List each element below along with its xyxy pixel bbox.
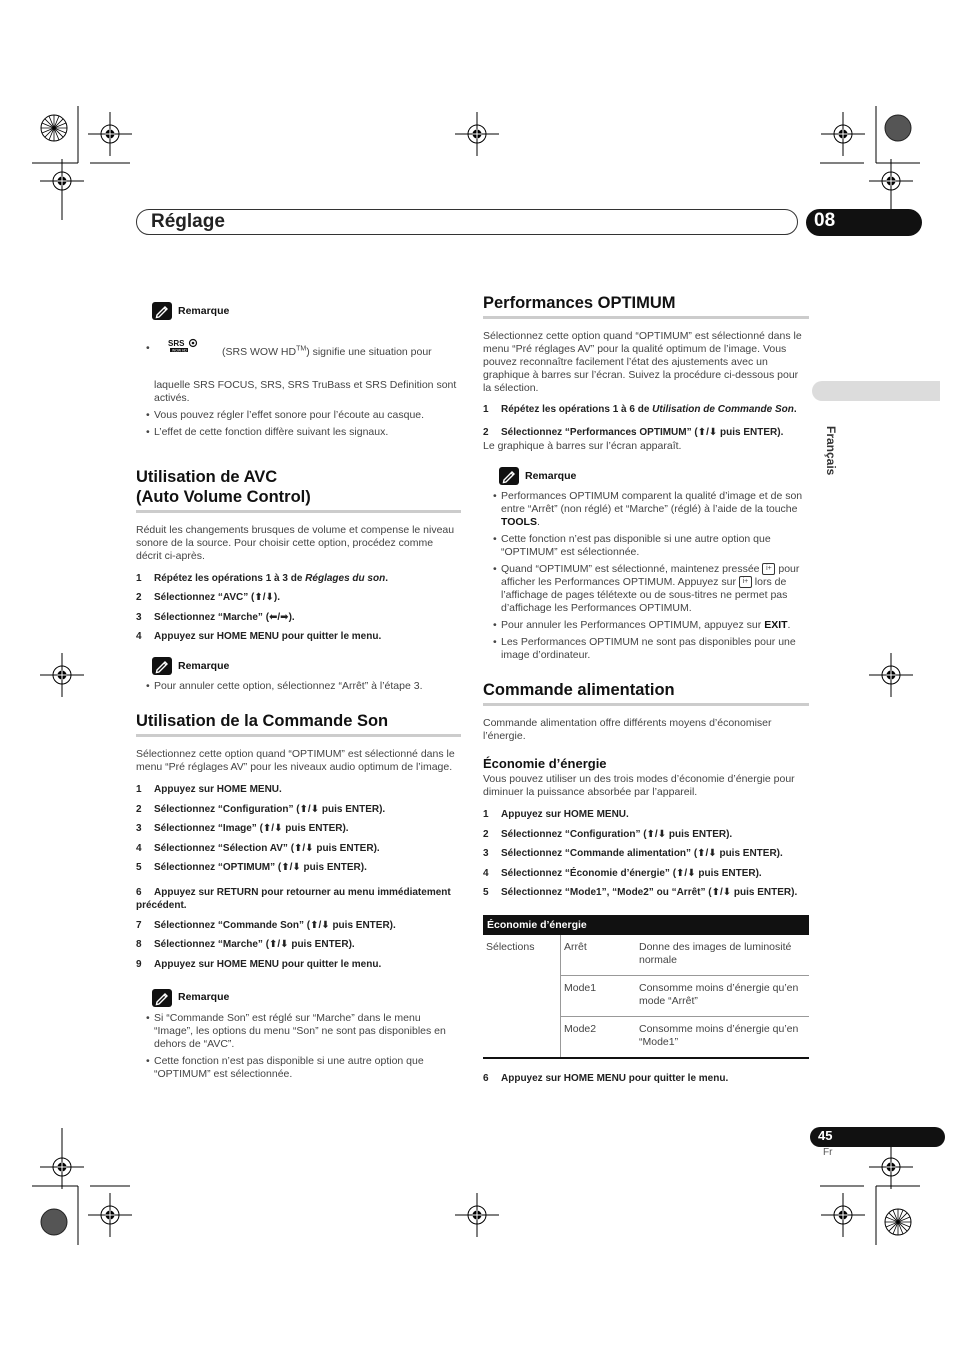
srs-text-2: ) signifie une situation pour	[306, 345, 432, 358]
note-header	[152, 989, 461, 1007]
commande-alimentation-intro: Commande alimentation offre différents moyens d’économiser l’énergie.	[483, 717, 772, 742]
avc-step: 1 Répétez les opérations 1 à 3 de Réglages du son.	[136, 572, 388, 584]
note-header	[152, 302, 461, 320]
chapter-number: 08	[806, 209, 922, 236]
avc-step: 2 Sélectionnez “AVC” (⬆/⬇).	[136, 592, 281, 603]
economie-heading: Économie d’énergie	[483, 756, 607, 771]
son-step: 8 Sélectionnez “Marche” (⬆/⬇ puis ENTER).	[136, 939, 355, 950]
commande-son-intro: Sélectionnez cette option quand “OPTIMUM” est sélectionné dans le menu “Pré réglages AV” pour les niveaux audio optimum de l’image.	[136, 748, 455, 773]
avc-intro: Réduit les changements brusques de volume et compense le niveau sonore de la source. Pour choisir cette option, procédez comme décrit ci-après.	[136, 523, 455, 562]
note-bullet: • Cette fonction n’est pas disponible si une autre option que “OPTIMUM” est sélectionnée.	[501, 533, 809, 559]
commande-alimentation-heading: Commande alimentation	[483, 680, 809, 706]
son-step: 4 Sélectionnez “Sélection AV” (⬆/⬇ puis ENTER).	[136, 842, 380, 854]
table-cell-desc: Consomme moins d’énergie qu’en “Mode1”	[636, 1017, 809, 1059]
note-pencil-icon	[152, 302, 172, 320]
note-bullet: • Pour annuler les Performances OPTIMUM, appuyez sur EXIT.	[501, 619, 809, 632]
note-pencil-icon	[152, 989, 172, 1007]
svg-text:SRS: SRS	[168, 339, 185, 348]
srs-tm: TM	[296, 345, 307, 352]
table-cell-mode: Mode2	[561, 1017, 637, 1059]
avc-heading-line1: Utilisation de AVC	[136, 467, 278, 486]
commande-son-heading: Utilisation de la Commande Son	[136, 711, 461, 737]
table-cell-desc: Donne des images de luminosité normale	[636, 935, 809, 976]
perf-step: 1 Répétez les opérations 1 à 6 de Utilisation de Commande Son.	[483, 404, 797, 415]
note-bullet: • Les Performances OPTIMUM ne sont pas disponibles pour une image d’ordinateur.	[501, 636, 809, 662]
note-label: Remarque	[178, 659, 230, 672]
performances-heading: Performances OPTIMUM	[483, 293, 809, 319]
economie-intro: Vous pouvez utiliser un des trois modes d’économie d’énergie pour diminuer la puissance absorbée par l’appareil.	[483, 773, 795, 798]
avc-step: 4 Appuyez sur HOME MENU pour quitter le menu.	[136, 631, 382, 642]
section-header	[136, 209, 798, 235]
note-pencil-icon	[499, 467, 519, 485]
srs-bullet: • SRS WOW HD (SRS WOW HD™) signifie une situation pour	[146, 339, 432, 358]
left-column	[136, 300, 461, 1085]
perf-step-note: Le graphique à barres sur l’écran apparaît.	[483, 440, 682, 452]
table-row	[483, 976, 809, 1017]
note-header	[499, 467, 809, 485]
note-bullet: • L’effet de cette fonction diffère suivant les signaux.	[154, 426, 461, 439]
srs-continuation: laquelle SRS FOCUS, SRS, SRS TruBass et SRS Definition sont activés.	[154, 378, 457, 404]
info-button-icon: i+	[739, 576, 752, 588]
son-step: 6 Appuyez sur RETURN pour retourner au menu immédiatement précédent.	[136, 887, 451, 911]
perf-step: 2 Sélectionnez “Performances OPTIMUM” (⬆/⬇ puis ENTER).	[483, 427, 784, 438]
section-title: Réglage	[151, 211, 225, 232]
srs-text: (SRS WOW HD	[222, 345, 297, 358]
power-step: 5 Sélectionnez “Mode1”, “Mode2” ou “Arrêt” (⬆/⬇ puis ENTER).	[483, 887, 798, 898]
note-bullet: • Performances OPTIMUM comparent la qualité d’image et de son entre “Arrêt” (non réglé) et “Marche” (réglé) à l’aide de la touche TOOLS.	[501, 490, 809, 529]
power-step: 3 Sélectionnez “Commande alimentation” (⬆/⬇ puis ENTER).	[483, 848, 783, 859]
language-tab	[812, 381, 940, 401]
son-step: 9 Appuyez sur HOME MENU pour quitter le menu.	[136, 958, 382, 970]
table-cell-mode: Arrêt	[561, 935, 637, 976]
srs-logo-icon	[168, 338, 206, 354]
language-label: Français	[824, 426, 838, 476]
table-row	[483, 935, 809, 976]
note-header	[152, 657, 461, 675]
table-row-label: Sélections	[486, 941, 535, 953]
page-language-code: Fr	[823, 1147, 833, 1158]
note-label: Remarque	[525, 469, 577, 482]
note-bullet: • Cette fonction n’est pas disponible si une autre option que “OPTIMUM” est sélectionnée.	[154, 1055, 461, 1081]
avc-heading	[136, 467, 461, 513]
info-button-icon: i+	[762, 563, 775, 575]
avc-heading-line2: (Auto Volume Control)	[136, 487, 311, 506]
son-step: 5 Sélectionnez “OPTIMUM” (⬆/⬇ puis ENTER).	[136, 862, 367, 873]
svg-text:WOW HD: WOW HD	[172, 348, 187, 353]
note-pencil-icon	[152, 657, 172, 675]
note-bullet: • Quand “OPTIMUM” est sélectionné, maintenez pressée i+ pour afficher les Performances OPTIMUM. Appuyez sur i+ lors de l’affichage de pages télétexte ou de sous-titres ne permet pas d’affichage les Performances OPTIMUM.	[501, 563, 809, 615]
power-step: 2 Sélectionnez “Configuration” (⬆/⬇ puis ENTER).	[483, 828, 733, 840]
avc-step: 3 Sélectionnez “Marche” (⬅/➡).	[136, 611, 295, 623]
note-label: Remarque	[178, 304, 230, 317]
table-header: Économie d’énergie	[483, 915, 809, 935]
power-step: 4 Sélectionnez “Économie d’énergie” (⬆/⬇ puis ENTER).	[483, 867, 762, 879]
note-bullet: • Pour annuler cette option, sélectionnez “Arrêt” à l’étape 3.	[154, 680, 461, 693]
economie-table	[483, 915, 809, 1059]
note-bullet: • Si “Commande Son” est réglé sur “Marche” dans le menu “Image”, les options du menu “Son” ne sont pas disponibles en dehors de “AVC”.	[154, 1012, 461, 1051]
table-cell-desc: Consomme moins d’énergie qu’en mode “Arrêt”	[636, 976, 809, 1017]
performances-intro: Sélectionnez cette option quand “OPTIMUM” est sélectionné dans le menu “Pré réglages AV” pour la qualité optimum de l’image. Vous pouvez reconnaître facilement l’état des ajustements avec un graphique à barres sur l’écran. Suivez la procédure ci-dessous pour la sélection.	[483, 330, 802, 394]
power-step: 6 Appuyez sur HOME MENU pour quitter le menu.	[483, 1073, 729, 1084]
table-cell-mode: Mode1	[561, 976, 637, 1017]
son-step: 1 Appuyez sur HOME MENU.	[136, 784, 282, 795]
son-step: 3 Sélectionnez “Image” (⬆/⬇ puis ENTER).	[136, 823, 349, 834]
right-column	[483, 293, 809, 1092]
page-number: 45	[810, 1127, 945, 1147]
son-step: 2 Sélectionnez “Configuration” (⬆/⬇ puis ENTER).	[136, 803, 386, 815]
note-bullet: • Vous pouvez régler l’effet sonore pour l’écoute au casque.	[154, 409, 461, 422]
son-step: 7 Sélectionnez “Commande Son” (⬆/⬇ puis ENTER).	[136, 919, 396, 931]
note-label: Remarque	[178, 991, 230, 1003]
power-step: 1 Appuyez sur HOME MENU.	[483, 809, 629, 820]
table-row	[483, 1017, 809, 1059]
